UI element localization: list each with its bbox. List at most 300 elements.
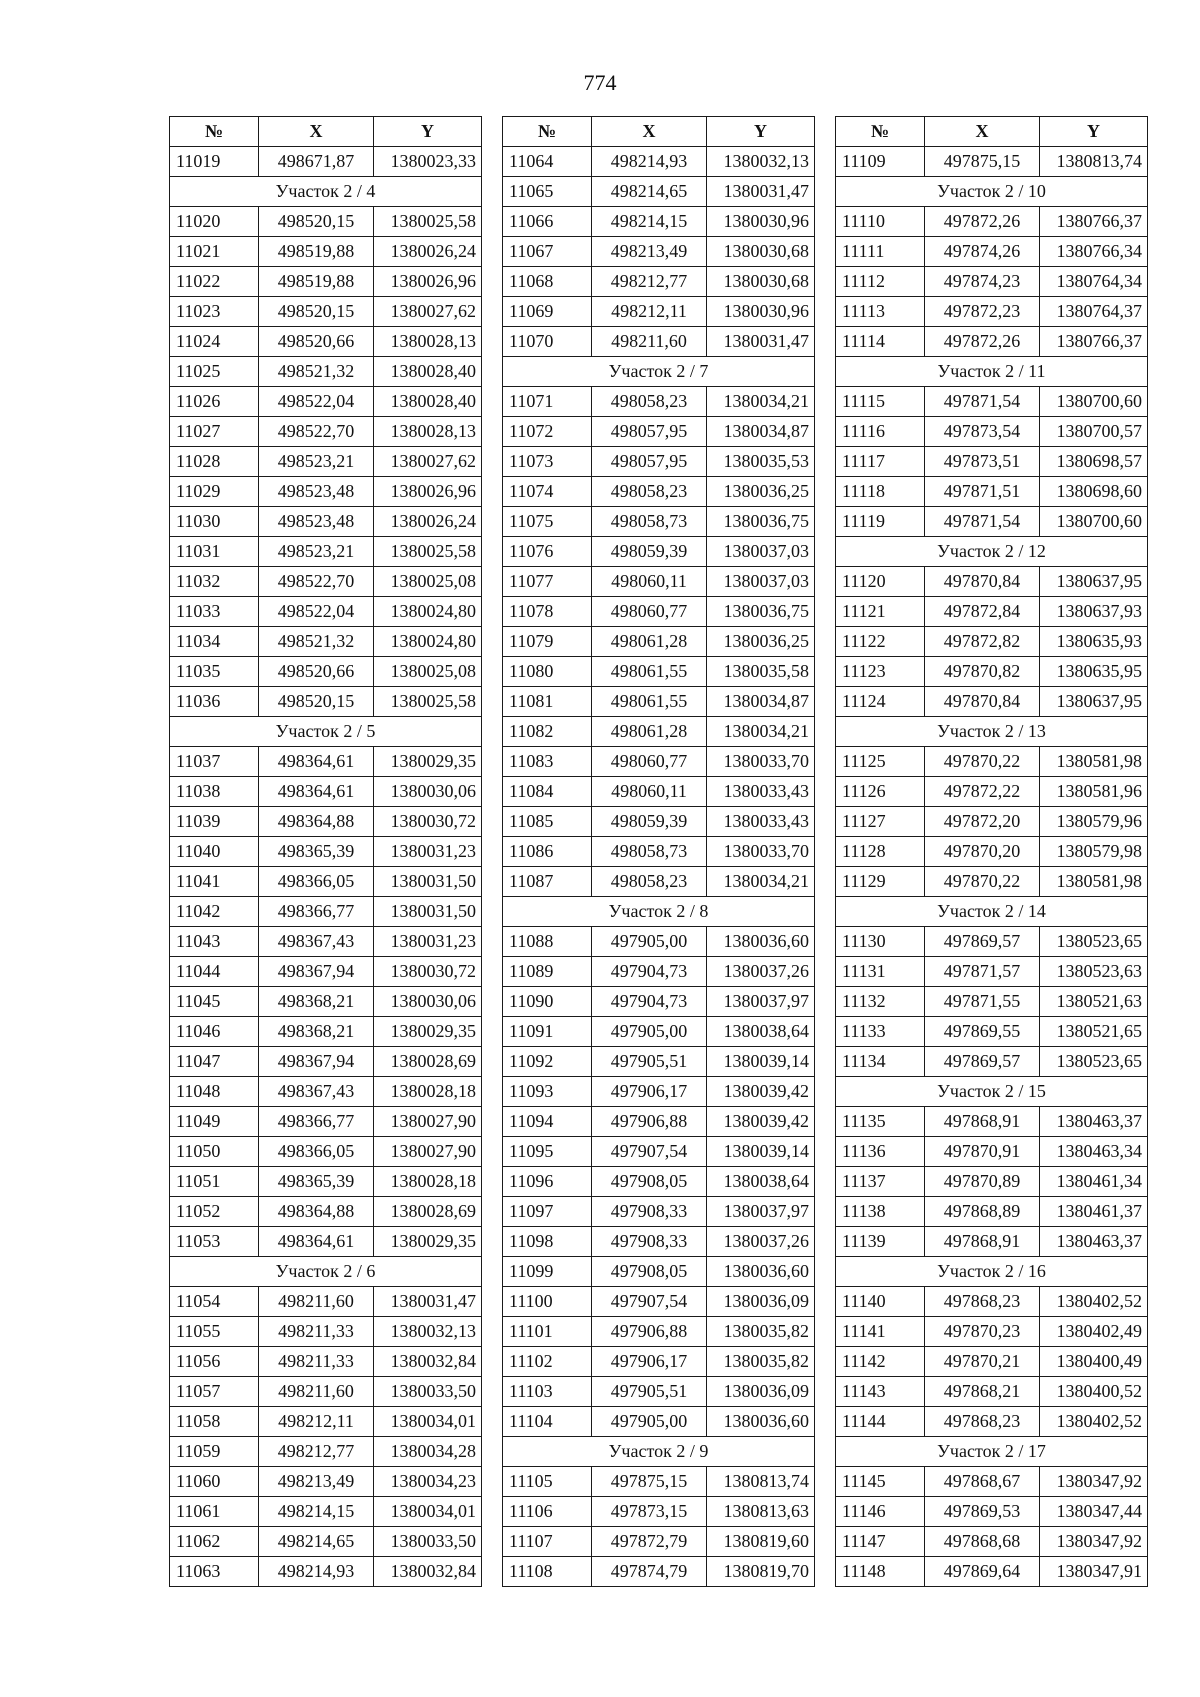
point-number: 11143 xyxy=(836,1377,925,1407)
header-x: X xyxy=(925,117,1040,147)
table-row xyxy=(503,1167,815,1197)
x-coordinate: 498520,15 xyxy=(259,297,374,327)
point-number: 11084 xyxy=(503,777,592,807)
point-number: 11039 xyxy=(170,807,259,837)
y-coordinate: 1380037,26 xyxy=(707,957,815,987)
table-row xyxy=(836,627,1148,657)
y-coordinate: 1380400,49 xyxy=(1040,1347,1148,1377)
table-row xyxy=(170,327,482,357)
table-row xyxy=(170,807,482,837)
x-coordinate: 497904,73 xyxy=(592,957,707,987)
point-number: 11041 xyxy=(170,867,259,897)
point-number: 11030 xyxy=(170,507,259,537)
x-coordinate: 497907,54 xyxy=(592,1287,707,1317)
table-row xyxy=(170,267,482,297)
x-coordinate: 498522,04 xyxy=(259,597,374,627)
x-coordinate: 497906,88 xyxy=(592,1107,707,1137)
point-number: 11126 xyxy=(836,777,925,807)
table-row xyxy=(503,627,815,657)
point-number: 11049 xyxy=(170,1107,259,1137)
y-coordinate: 1380025,08 xyxy=(374,657,482,687)
x-coordinate: 498523,48 xyxy=(259,477,374,507)
y-coordinate: 1380029,35 xyxy=(374,1017,482,1047)
y-coordinate: 1380766,37 xyxy=(1040,327,1148,357)
x-coordinate: 497871,57 xyxy=(925,957,1040,987)
section-title: Участок 2 / 12 xyxy=(836,537,1148,567)
x-coordinate: 498368,21 xyxy=(259,1017,374,1047)
point-number: 11024 xyxy=(170,327,259,357)
table-row xyxy=(836,147,1148,177)
table-row xyxy=(503,1107,815,1137)
point-number: 11087 xyxy=(503,867,592,897)
x-coordinate: 498211,33 xyxy=(259,1317,374,1347)
table-row xyxy=(503,1527,815,1557)
point-number: 11107 xyxy=(503,1527,592,1557)
x-coordinate: 498523,21 xyxy=(259,537,374,567)
y-coordinate: 1380039,42 xyxy=(707,1107,815,1137)
x-coordinate: 497873,54 xyxy=(925,417,1040,447)
y-coordinate: 1380032,84 xyxy=(374,1347,482,1377)
section-row xyxy=(503,357,815,387)
table-row xyxy=(503,1257,815,1287)
table-row xyxy=(503,387,815,417)
point-number: 11069 xyxy=(503,297,592,327)
x-coordinate: 497907,54 xyxy=(592,1137,707,1167)
point-number: 11034 xyxy=(170,627,259,657)
table-row xyxy=(836,777,1148,807)
table-row xyxy=(503,807,815,837)
point-number: 11089 xyxy=(503,957,592,987)
table-row xyxy=(503,597,815,627)
table-row xyxy=(503,1137,815,1167)
y-coordinate: 1380698,57 xyxy=(1040,447,1148,477)
y-coordinate: 1380402,52 xyxy=(1040,1407,1148,1437)
x-coordinate: 497905,00 xyxy=(592,927,707,957)
x-coordinate: 497872,82 xyxy=(925,627,1040,657)
y-coordinate: 1380034,28 xyxy=(374,1437,482,1467)
point-number: 11074 xyxy=(503,477,592,507)
x-coordinate: 498367,43 xyxy=(259,927,374,957)
y-coordinate: 1380033,50 xyxy=(374,1377,482,1407)
x-coordinate: 498367,43 xyxy=(259,1077,374,1107)
x-coordinate: 497868,91 xyxy=(925,1107,1040,1137)
table-row xyxy=(503,1017,815,1047)
point-number: 11101 xyxy=(503,1317,592,1347)
point-number: 11059 xyxy=(170,1437,259,1467)
y-coordinate: 1380028,40 xyxy=(374,387,482,417)
point-number: 11038 xyxy=(170,777,259,807)
y-coordinate: 1380032,84 xyxy=(374,1557,482,1587)
x-coordinate: 498061,28 xyxy=(592,627,707,657)
table-row xyxy=(170,1377,482,1407)
table-row xyxy=(503,507,815,537)
x-coordinate: 498214,93 xyxy=(592,147,707,177)
y-coordinate: 1380347,92 xyxy=(1040,1527,1148,1557)
table-row xyxy=(836,477,1148,507)
point-number: 11110 xyxy=(836,207,925,237)
table-row xyxy=(170,1557,482,1587)
y-coordinate: 1380028,69 xyxy=(374,1047,482,1077)
y-coordinate: 1380037,97 xyxy=(707,1197,815,1227)
x-coordinate: 497872,79 xyxy=(592,1527,707,1557)
x-coordinate: 498364,61 xyxy=(259,747,374,777)
point-number: 11100 xyxy=(503,1287,592,1317)
section-row xyxy=(503,1437,815,1467)
x-coordinate: 497873,15 xyxy=(592,1497,707,1527)
x-coordinate: 498212,11 xyxy=(259,1407,374,1437)
point-number: 11026 xyxy=(170,387,259,417)
y-coordinate: 1380033,70 xyxy=(707,837,815,867)
y-coordinate: 1380030,72 xyxy=(374,957,482,987)
y-coordinate: 1380819,60 xyxy=(707,1527,815,1557)
y-coordinate: 1380025,08 xyxy=(374,567,482,597)
coordinates-table-3 xyxy=(835,116,1148,1587)
y-coordinate: 1380581,96 xyxy=(1040,777,1148,807)
x-coordinate: 497874,23 xyxy=(925,267,1040,297)
table-row xyxy=(836,1137,1148,1167)
point-number: 11103 xyxy=(503,1377,592,1407)
y-coordinate: 1380027,90 xyxy=(374,1107,482,1137)
y-coordinate: 1380766,37 xyxy=(1040,207,1148,237)
y-coordinate: 1380037,26 xyxy=(707,1227,815,1257)
point-number: 11095 xyxy=(503,1137,592,1167)
y-coordinate: 1380028,18 xyxy=(374,1077,482,1107)
table-row xyxy=(836,267,1148,297)
table-row xyxy=(503,177,815,207)
x-coordinate: 498520,15 xyxy=(259,207,374,237)
section-title: Участок 2 / 11 xyxy=(836,357,1148,387)
x-coordinate: 497869,57 xyxy=(925,1047,1040,1077)
x-coordinate: 497870,82 xyxy=(925,657,1040,687)
table-row xyxy=(836,1167,1148,1197)
x-coordinate: 497872,22 xyxy=(925,777,1040,807)
y-coordinate: 1380030,68 xyxy=(707,237,815,267)
point-number: 11078 xyxy=(503,597,592,627)
section-title: Участок 2 / 6 xyxy=(170,1257,482,1287)
x-coordinate: 498060,77 xyxy=(592,597,707,627)
point-number: 11148 xyxy=(836,1557,925,1587)
table-row xyxy=(170,297,482,327)
y-coordinate: 1380033,50 xyxy=(374,1527,482,1557)
point-number: 11106 xyxy=(503,1497,592,1527)
x-coordinate: 498214,93 xyxy=(259,1557,374,1587)
x-coordinate: 498060,11 xyxy=(592,777,707,807)
header-num: № xyxy=(170,117,259,147)
y-coordinate: 1380400,52 xyxy=(1040,1377,1148,1407)
table-row xyxy=(170,777,482,807)
x-coordinate: 498521,32 xyxy=(259,357,374,387)
table-row xyxy=(170,687,482,717)
point-number: 11123 xyxy=(836,657,925,687)
section-title: Участок 2 / 17 xyxy=(836,1437,1148,1467)
table-row xyxy=(170,1047,482,1077)
header-row xyxy=(836,117,1148,147)
table-row xyxy=(836,1557,1148,1587)
point-number: 11092 xyxy=(503,1047,592,1077)
y-coordinate: 1380036,60 xyxy=(707,1257,815,1287)
y-coordinate: 1380034,21 xyxy=(707,387,815,417)
y-coordinate: 1380637,95 xyxy=(1040,687,1148,717)
section-row xyxy=(170,717,482,747)
y-coordinate: 1380024,80 xyxy=(374,597,482,627)
point-number: 11073 xyxy=(503,447,592,477)
y-coordinate: 1380026,24 xyxy=(374,237,482,267)
x-coordinate: 498519,88 xyxy=(259,237,374,267)
table-row xyxy=(836,1377,1148,1407)
x-coordinate: 497869,53 xyxy=(925,1497,1040,1527)
table-row xyxy=(836,1497,1148,1527)
y-coordinate: 1380347,91 xyxy=(1040,1557,1148,1587)
y-coordinate: 1380036,09 xyxy=(707,1287,815,1317)
point-number: 11058 xyxy=(170,1407,259,1437)
point-number: 11128 xyxy=(836,837,925,867)
y-coordinate: 1380581,98 xyxy=(1040,747,1148,777)
point-number: 11091 xyxy=(503,1017,592,1047)
x-coordinate: 497905,51 xyxy=(592,1047,707,1077)
y-coordinate: 1380764,37 xyxy=(1040,297,1148,327)
page-number: 774 xyxy=(583,70,617,95)
x-coordinate: 498060,11 xyxy=(592,567,707,597)
point-number: 11138 xyxy=(836,1197,925,1227)
y-coordinate: 1380029,35 xyxy=(374,747,482,777)
x-coordinate: 497869,64 xyxy=(925,1557,1040,1587)
table-row xyxy=(170,597,482,627)
table-row xyxy=(503,267,815,297)
y-coordinate: 1380028,40 xyxy=(374,357,482,387)
y-coordinate: 1380028,13 xyxy=(374,327,482,357)
point-number: 11068 xyxy=(503,267,592,297)
y-coordinate: 1380463,34 xyxy=(1040,1137,1148,1167)
x-coordinate: 498364,61 xyxy=(259,1227,374,1257)
x-coordinate: 497870,89 xyxy=(925,1167,1040,1197)
table-row xyxy=(170,147,482,177)
table-row xyxy=(170,417,482,447)
table-row xyxy=(170,1437,482,1467)
x-coordinate: 497869,57 xyxy=(925,927,1040,957)
y-coordinate: 1380037,97 xyxy=(707,987,815,1017)
x-coordinate: 498521,32 xyxy=(259,627,374,657)
table-row xyxy=(170,1017,482,1047)
section-title: Участок 2 / 7 xyxy=(503,357,815,387)
coordinates-table-2 xyxy=(502,116,815,1587)
table-row xyxy=(503,1347,815,1377)
point-number: 11099 xyxy=(503,1257,592,1287)
point-number: 11021 xyxy=(170,237,259,267)
x-coordinate: 498364,61 xyxy=(259,777,374,807)
table-row xyxy=(836,1287,1148,1317)
y-coordinate: 1380581,98 xyxy=(1040,867,1148,897)
x-coordinate: 497872,84 xyxy=(925,597,1040,627)
y-coordinate: 1380031,50 xyxy=(374,897,482,927)
x-coordinate: 497868,89 xyxy=(925,1197,1040,1227)
x-coordinate: 498523,21 xyxy=(259,447,374,477)
point-number: 11033 xyxy=(170,597,259,627)
table-row xyxy=(170,387,482,417)
x-coordinate: 498213,49 xyxy=(592,237,707,267)
table-row xyxy=(503,237,815,267)
table-row xyxy=(836,1197,1148,1227)
x-coordinate: 498211,60 xyxy=(259,1287,374,1317)
y-coordinate: 1380031,47 xyxy=(374,1287,482,1317)
point-number: 11028 xyxy=(170,447,259,477)
table-row xyxy=(836,327,1148,357)
x-coordinate: 498211,60 xyxy=(259,1377,374,1407)
point-number: 11054 xyxy=(170,1287,259,1317)
point-number: 11064 xyxy=(503,147,592,177)
x-coordinate: 498522,70 xyxy=(259,417,374,447)
y-coordinate: 1380038,64 xyxy=(707,1017,815,1047)
point-number: 11057 xyxy=(170,1377,259,1407)
point-number: 11053 xyxy=(170,1227,259,1257)
x-coordinate: 498058,23 xyxy=(592,387,707,417)
section-row xyxy=(836,897,1148,927)
x-coordinate: 497872,26 xyxy=(925,327,1040,357)
y-coordinate: 1380028,13 xyxy=(374,417,482,447)
y-coordinate: 1380037,03 xyxy=(707,537,815,567)
y-coordinate: 1380035,53 xyxy=(707,447,815,477)
table-row xyxy=(170,237,482,267)
y-coordinate: 1380036,09 xyxy=(707,1377,815,1407)
x-coordinate: 497868,23 xyxy=(925,1287,1040,1317)
x-coordinate: 497905,51 xyxy=(592,1377,707,1407)
x-coordinate: 498060,77 xyxy=(592,747,707,777)
y-coordinate: 1380028,69 xyxy=(374,1197,482,1227)
y-coordinate: 1380035,82 xyxy=(707,1317,815,1347)
y-coordinate: 1380037,03 xyxy=(707,567,815,597)
point-number: 11140 xyxy=(836,1287,925,1317)
point-number: 11093 xyxy=(503,1077,592,1107)
table-row xyxy=(836,567,1148,597)
x-coordinate: 497872,23 xyxy=(925,297,1040,327)
point-number: 11032 xyxy=(170,567,259,597)
header-row xyxy=(170,117,482,147)
table-row xyxy=(503,1497,815,1527)
point-number: 11022 xyxy=(170,267,259,297)
point-number: 11042 xyxy=(170,897,259,927)
y-coordinate: 1380813,74 xyxy=(707,1467,815,1497)
point-number: 11050 xyxy=(170,1137,259,1167)
point-number: 11120 xyxy=(836,567,925,597)
table-row xyxy=(836,447,1148,477)
point-number: 11071 xyxy=(503,387,592,417)
point-number: 11070 xyxy=(503,327,592,357)
table-row xyxy=(836,507,1148,537)
table-row xyxy=(503,537,815,567)
table-row xyxy=(836,657,1148,687)
y-coordinate: 1380029,35 xyxy=(374,1227,482,1257)
table-row xyxy=(836,1047,1148,1077)
table-row xyxy=(170,1197,482,1227)
y-coordinate: 1380038,64 xyxy=(707,1167,815,1197)
point-number: 11112 xyxy=(836,267,925,297)
point-number: 11102 xyxy=(503,1347,592,1377)
table-row xyxy=(503,747,815,777)
table-row xyxy=(170,207,482,237)
point-number: 11090 xyxy=(503,987,592,1017)
x-coordinate: 497873,51 xyxy=(925,447,1040,477)
x-coordinate: 498366,05 xyxy=(259,1137,374,1167)
x-coordinate: 498211,33 xyxy=(259,1347,374,1377)
point-number: 11060 xyxy=(170,1467,259,1497)
table-row xyxy=(170,537,482,567)
table-row xyxy=(170,507,482,537)
y-coordinate: 1380036,25 xyxy=(707,627,815,657)
table-row xyxy=(170,477,482,507)
x-coordinate: 498520,15 xyxy=(259,687,374,717)
point-number: 11056 xyxy=(170,1347,259,1377)
y-coordinate: 1380461,37 xyxy=(1040,1197,1148,1227)
x-coordinate: 498367,94 xyxy=(259,957,374,987)
section-title: Участок 2 / 15 xyxy=(836,1077,1148,1107)
x-coordinate: 498211,60 xyxy=(592,327,707,357)
x-coordinate: 498364,88 xyxy=(259,1197,374,1227)
x-coordinate: 498366,05 xyxy=(259,867,374,897)
y-coordinate: 1380034,87 xyxy=(707,417,815,447)
table-row xyxy=(170,1227,482,1257)
x-coordinate: 497875,15 xyxy=(925,147,1040,177)
x-coordinate: 498214,15 xyxy=(592,207,707,237)
point-number: 11046 xyxy=(170,1017,259,1047)
point-number: 11122 xyxy=(836,627,925,657)
x-coordinate: 498214,65 xyxy=(592,177,707,207)
x-coordinate: 497870,22 xyxy=(925,747,1040,777)
point-number: 11027 xyxy=(170,417,259,447)
y-coordinate: 1380034,01 xyxy=(374,1407,482,1437)
point-number: 11079 xyxy=(503,627,592,657)
x-coordinate: 497904,73 xyxy=(592,987,707,1017)
y-coordinate: 1380030,68 xyxy=(707,267,815,297)
point-number: 11085 xyxy=(503,807,592,837)
table-row xyxy=(170,927,482,957)
y-coordinate: 1380032,13 xyxy=(707,147,815,177)
y-coordinate: 1380027,90 xyxy=(374,1137,482,1167)
y-coordinate: 1380402,49 xyxy=(1040,1317,1148,1347)
x-coordinate: 497872,26 xyxy=(925,207,1040,237)
x-coordinate: 498212,11 xyxy=(592,297,707,327)
header-y: Y xyxy=(374,117,482,147)
point-number: 11097 xyxy=(503,1197,592,1227)
point-number: 11044 xyxy=(170,957,259,987)
point-number: 11135 xyxy=(836,1107,925,1137)
table-row xyxy=(503,1287,815,1317)
table-row xyxy=(503,567,815,597)
table-row xyxy=(836,1347,1148,1377)
table-row xyxy=(170,1077,482,1107)
x-coordinate: 498059,39 xyxy=(592,807,707,837)
table-row xyxy=(503,777,815,807)
y-coordinate: 1380039,14 xyxy=(707,1137,815,1167)
y-coordinate: 1380579,96 xyxy=(1040,807,1148,837)
point-number: 11134 xyxy=(836,1047,925,1077)
x-coordinate: 497868,68 xyxy=(925,1527,1040,1557)
y-coordinate: 1380031,47 xyxy=(707,327,815,357)
point-number: 11124 xyxy=(836,687,925,717)
table-row xyxy=(170,357,482,387)
x-coordinate: 498057,95 xyxy=(592,447,707,477)
point-number: 11147 xyxy=(836,1527,925,1557)
table-row xyxy=(503,1227,815,1257)
y-coordinate: 1380026,96 xyxy=(374,477,482,507)
y-coordinate: 1380036,25 xyxy=(707,477,815,507)
y-coordinate: 1380637,93 xyxy=(1040,597,1148,627)
point-number: 11113 xyxy=(836,297,925,327)
table-row xyxy=(170,1107,482,1137)
y-coordinate: 1380402,52 xyxy=(1040,1287,1148,1317)
point-number: 11020 xyxy=(170,207,259,237)
point-number: 11096 xyxy=(503,1167,592,1197)
y-coordinate: 1380579,98 xyxy=(1040,837,1148,867)
point-number: 11119 xyxy=(836,507,925,537)
